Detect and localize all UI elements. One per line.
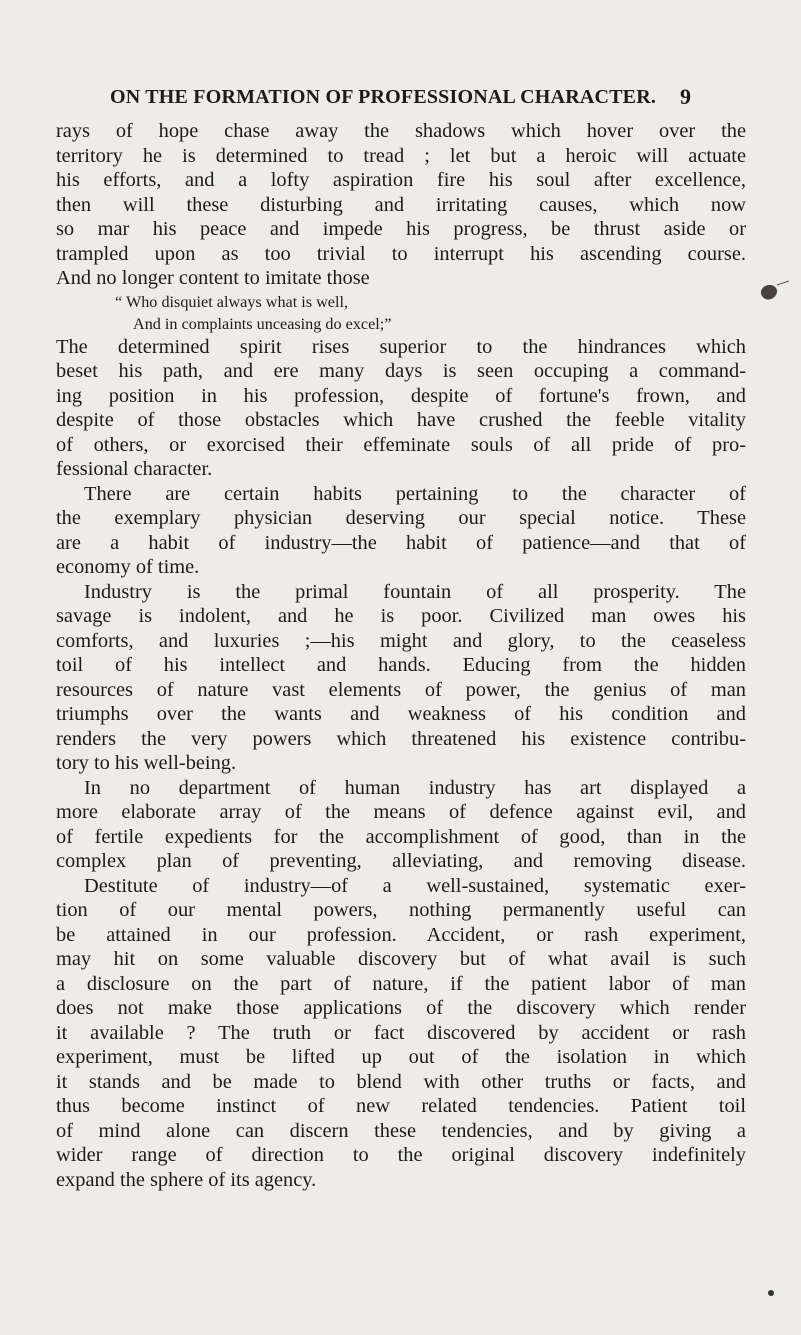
text-line: comforts, and luxuries ;—his might and glory, to the ceaseless xyxy=(56,629,746,652)
text-line: Destitute of industry—of a well-sustained, systematic exer- xyxy=(84,874,746,897)
verse-quotation xyxy=(56,291,746,335)
text-line: experiment, must be lifted up out of the isolation in which xyxy=(56,1046,746,1068)
running-head: ON THE FORMATION OF PROFESSIONAL CHARACTER. xyxy=(110,86,657,108)
text-line: so mar his peace and impede his progress, be thrust aside or xyxy=(56,218,746,240)
text-line: thus become instinct of new related tendencies. Patient toil xyxy=(56,1095,746,1117)
text-line: In no department of human industry has art displayed a xyxy=(84,776,746,799)
text-line: savage is indolent, and he is poor. Civilized man owes his xyxy=(56,605,746,627)
text-line: then will these disturbing and irritating causes, which now xyxy=(56,193,746,216)
text-line: ing position in his profession, despite of fortune's frown, and xyxy=(56,384,746,407)
verse-line: And in complaints unceasing do excel;” xyxy=(133,314,392,333)
text-line: more elaborate array of the means of defence against evil, and xyxy=(56,801,746,823)
text-line: Industry is the primal fountain of all prosperity. The xyxy=(84,580,746,603)
page-header xyxy=(0,86,801,110)
body-text xyxy=(56,119,746,1192)
text-line: complex plan of preventing, alleviating, and removing disease. xyxy=(56,850,746,872)
text-line: And no longer content to imitate those xyxy=(56,267,370,289)
text-line: the exemplary physician deserving our special notice. These xyxy=(56,507,746,529)
text-line: territory he is determined to tread ; let but a heroic will actuate xyxy=(56,144,746,167)
text-line: rays of hope chase away the shadows which hover over the xyxy=(56,120,746,142)
text-line: tion of our mental powers, nothing permanently useful can xyxy=(56,899,746,921)
text-line: The determined spirit rises superior to the hindrances which xyxy=(56,335,746,358)
text-line: There are certain habits pertaining to the character of xyxy=(84,482,746,505)
text-line: trampled upon as too trivial to interrupt his ascending course. xyxy=(56,242,746,265)
text-line: economy of time. xyxy=(56,556,200,578)
text-line: does not make those applications of the discovery which render xyxy=(56,997,746,1019)
text-line: expand the sphere of its agency. xyxy=(56,1168,317,1191)
text-line: renders the very powers which threatened his existence contribu- xyxy=(56,727,746,750)
text-line: his efforts, and a lofty aspiration fire his soul after excellence, xyxy=(56,169,746,191)
paragraph-4 xyxy=(56,580,746,776)
text-line: triumphs over the wants and weakness of his condition and xyxy=(56,703,746,725)
text-line: fessional character. xyxy=(56,458,213,480)
text-line: of fertile expedients for the accomplishment of good, than in the xyxy=(56,825,746,848)
text-line: of others, or exorcised their effeminate souls of all pride of pro- xyxy=(56,433,746,456)
text-line: a disclosure on the part of nature, if the patient labor of man xyxy=(56,972,746,995)
text-line: are a habit of industry—the habit of patience—and that of xyxy=(56,531,746,554)
text-line: resources of nature vast elements of power, the genius of man xyxy=(56,678,746,701)
paragraph-3 xyxy=(56,482,746,580)
text-line: toil of his intellect and hands. Educing from the hidden xyxy=(56,654,746,676)
text-line: beset his path, and ere many days is seen occuping a command- xyxy=(56,360,746,382)
page-number: 9 xyxy=(680,84,691,109)
paragraph-5 xyxy=(56,776,746,1193)
text-line: it available ? The truth or fact discovered by accident or rash xyxy=(56,1021,746,1044)
ink-blot-mark xyxy=(757,277,791,307)
paragraph-2 xyxy=(56,335,746,482)
speck-mark xyxy=(768,1290,774,1296)
text-line: may hit on some valuable discovery but of what avail is such xyxy=(56,948,746,970)
paragraph-1 xyxy=(56,119,746,291)
text-line: tory to his well-being. xyxy=(56,752,237,774)
verse-line: “ Who disquiet always what is well, xyxy=(115,292,349,311)
text-line: it stands and be made to blend with other truths or facts, and xyxy=(56,1070,746,1093)
text-line: despite of those obstacles which have crushed the feeble vitality xyxy=(56,409,746,431)
text-line: be attained in our profession. Accident, or rash experiment, xyxy=(56,923,746,946)
text-line: wider range of direction to the original discovery indefinitely xyxy=(56,1144,746,1166)
text-line: of mind alone can discern these tendencies, and by giving a xyxy=(56,1119,746,1142)
